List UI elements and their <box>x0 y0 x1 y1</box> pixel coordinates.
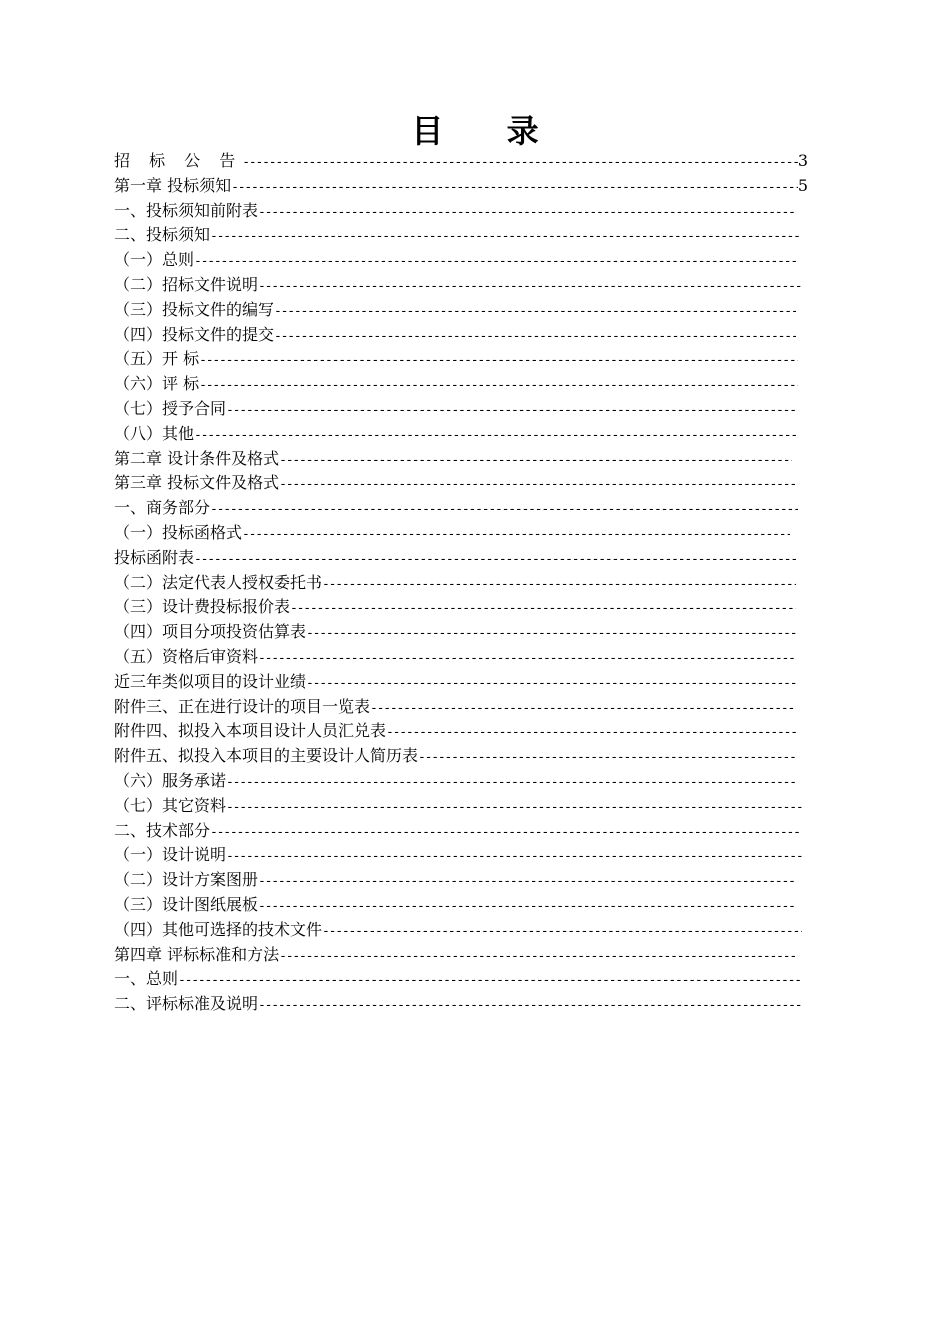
toc-entry[interactable] <box>114 496 798 521</box>
toc-entry-label: 投标函附表 <box>114 547 195 567</box>
toc-entry[interactable] <box>114 868 796 893</box>
toc-entry-label: （五）开 标 <box>114 349 200 369</box>
toc-dot-leader <box>279 449 792 474</box>
toc-entry[interactable] <box>114 223 802 248</box>
toc-entry[interactable] <box>114 298 796 323</box>
toc-entry-label: 二、技术部分 <box>114 820 211 840</box>
toc-dot-leader <box>386 721 796 746</box>
toc-entry-label: （三）设计图纸展板 <box>114 894 259 914</box>
toc-dot-leader <box>226 796 802 821</box>
toc-entry[interactable] <box>114 943 798 968</box>
toc-entry-label: 一、总则 <box>114 969 179 989</box>
toc-dot-leader <box>210 498 798 523</box>
toc-dot-leader <box>210 821 802 846</box>
toc-entry[interactable] <box>114 273 802 298</box>
toc-title: 目 录 <box>411 112 565 151</box>
toc-entry[interactable] <box>114 645 796 670</box>
toc-entry-label: （六）评 标 <box>114 374 200 394</box>
toc-entry-label: （一）投标函格式 <box>114 522 243 542</box>
toc-entry-label: 招 标 公 告 <box>114 151 243 170</box>
toc-dot-leader <box>226 399 796 424</box>
toc-entry[interactable] <box>114 992 802 1017</box>
toc-entry-label: 一、投标须知前附表 <box>114 200 259 220</box>
toc-dot-leader <box>258 275 802 300</box>
toc-entry[interactable] <box>114 620 796 645</box>
table-of-contents <box>114 149 814 1017</box>
toc-entry[interactable] <box>114 521 790 546</box>
toc-dot-leader <box>306 672 796 697</box>
toc-entry[interactable] <box>114 670 796 695</box>
toc-entry[interactable] <box>114 422 796 447</box>
toc-entry-label: （七）授予合同 <box>114 398 227 418</box>
toc-entry-label: 附件三、正在进行设计的项目一览表 <box>114 696 371 716</box>
toc-entry[interactable] <box>114 744 796 769</box>
toc-entry[interactable] <box>114 794 802 819</box>
toc-entry-label: （二）招标文件说明 <box>114 274 259 294</box>
toc-entry-label: 二、评标标准及说明 <box>114 994 259 1014</box>
toc-dot-leader <box>322 573 796 598</box>
toc-entry-label: 一、商务部分 <box>114 498 211 518</box>
toc-entry-label: 附件五、拟投入本项目的主要设计人简历表 <box>114 746 419 766</box>
toc-dot-leader <box>370 697 796 722</box>
toc-entry-label: （一）总则 <box>114 250 195 270</box>
toc-dot-leader <box>322 920 802 945</box>
toc-entry[interactable] <box>114 769 796 794</box>
toc-entry[interactable] <box>114 397 796 422</box>
toc-dot-leader <box>274 300 796 325</box>
toc-entry-label: 二、投标须知 <box>114 225 211 245</box>
toc-dot-leader <box>199 374 798 399</box>
toc-entry[interactable] <box>114 372 798 397</box>
toc-entry[interactable] <box>114 893 796 918</box>
toc-entry-label: （六）服务承诺 <box>114 770 227 790</box>
toc-entry[interactable] <box>114 471 798 496</box>
toc-entry[interactable] <box>114 819 802 844</box>
toc-entry-label: 第四章 评标标准和方法 <box>114 944 280 964</box>
toc-dot-leader <box>258 201 796 226</box>
toc-dot-leader <box>290 597 796 622</box>
toc-dot-leader <box>242 151 798 176</box>
toc-entry[interactable] <box>114 447 792 472</box>
toc-entry-label: 第一章 投标须知 <box>114 175 232 195</box>
toc-dot-leader <box>306 622 796 647</box>
toc-dot-leader <box>199 349 798 374</box>
toc-entry-label: （七）其它资料 <box>114 795 227 815</box>
toc-entry[interactable] <box>114 199 796 224</box>
toc-entry-label: （四）其他可选择的技术文件 <box>114 919 323 939</box>
toc-entry[interactable] <box>114 843 802 868</box>
toc-entry[interactable] <box>114 719 796 744</box>
toc-entry-label: （三）投标文件的编写 <box>114 299 275 319</box>
toc-dot-leader <box>279 473 798 498</box>
toc-dot-leader <box>258 994 802 1019</box>
toc-dot-leader <box>258 647 796 672</box>
toc-dot-leader <box>274 325 796 350</box>
toc-entry[interactable] <box>114 918 802 943</box>
toc-dot-leader <box>242 523 790 548</box>
toc-entry-label: 第二章 设计条件及格式 <box>114 448 280 468</box>
toc-entry[interactable] <box>114 323 796 348</box>
toc-entry[interactable] <box>114 174 808 199</box>
toc-entry-label: 第三章 投标文件及格式 <box>114 473 280 493</box>
toc-entry-label: （八）其他 <box>114 423 195 443</box>
toc-entry[interactable] <box>114 546 796 571</box>
toc-dot-leader <box>258 895 796 920</box>
toc-entry-page-number: 5 <box>797 175 808 195</box>
toc-dot-leader <box>279 945 798 970</box>
toc-entry-label: 近三年类似项目的设计业绩 <box>114 671 307 691</box>
toc-entry-label: 附件四、拟投入本项目设计人员汇兑表 <box>114 721 387 741</box>
toc-dot-leader <box>418 746 796 771</box>
toc-entry[interactable] <box>114 149 808 174</box>
toc-dot-leader <box>258 870 796 895</box>
toc-dot-leader <box>231 176 798 201</box>
toc-entry[interactable] <box>114 967 802 992</box>
toc-entry[interactable] <box>114 695 796 720</box>
toc-dot-leader <box>226 771 796 796</box>
toc-dot-leader <box>194 250 796 275</box>
toc-entry[interactable] <box>114 571 796 596</box>
toc-dot-leader <box>226 845 802 870</box>
toc-entry-page-number: 3 <box>797 151 808 170</box>
toc-entry-label: （一）设计说明 <box>114 845 227 865</box>
toc-dot-leader <box>194 424 796 449</box>
toc-entry-label: （二）设计方案图册 <box>114 870 259 890</box>
toc-dot-leader <box>210 225 802 250</box>
toc-entry[interactable] <box>114 347 798 372</box>
toc-entry[interactable] <box>114 595 796 620</box>
toc-entry[interactable] <box>114 248 796 273</box>
toc-entry-label: （四）项目分项投资估算表 <box>114 622 307 642</box>
toc-dot-leader <box>194 548 796 573</box>
toc-entry-label: （二）法定代表人授权委托书 <box>114 572 323 592</box>
toc-entry-label: （五）资格后审资料 <box>114 646 259 666</box>
toc-dot-leader <box>178 969 802 994</box>
toc-entry-label: （三）设计费投标报价表 <box>114 597 291 617</box>
toc-entry-label: （四）投标文件的提交 <box>114 324 275 344</box>
